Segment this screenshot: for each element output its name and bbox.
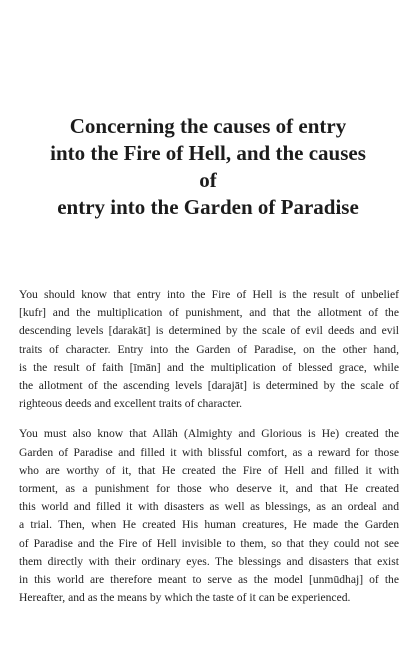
paragraph-1 — [19, 286, 399, 413]
text-line: [kufr] and the multiplication of punishment, and that the allotment of the — [19, 306, 399, 320]
text-line: is the result of faith [īmān] and the multiplication of blessed grace, while — [19, 360, 399, 374]
text-line: Garden of Paradise and filled it with blissful comfort, as a reward for those — [19, 445, 399, 459]
text-line: of Paradise and the Fire of Hell invisible to them, so that they could not see — [19, 536, 399, 550]
paragraph-2 — [19, 425, 399, 607]
text-line: who are worthy of it, that He created the Fire of Hell and filled it with — [19, 463, 399, 477]
text-line: You should know that entry into the Fire of Hell is the result of unbelief — [19, 288, 399, 301]
text-line: Hereafter, and as the means by which the taste of it can be experienced. — [19, 591, 351, 605]
text-line: the allotment of the ascending levels [darajāt] is determined by the scale of — [19, 379, 399, 393]
text-line: descending levels [darakāt] is determined by the scale of evil deeds and evil — [19, 324, 399, 338]
text-line: torment, as a punishment for those who deserve it, and that He created — [19, 482, 399, 496]
text-line: them directly with their ordinary eyes. The blessings and disasters that exist — [19, 554, 399, 568]
text-line: in this world are therefore meant to serve as the model [unmūdhaj] of the — [19, 573, 399, 587]
text-line: a trial. Then, when He created His human creatures, He made the Garden — [19, 518, 399, 532]
title-line: Concerning the causes of entry — [69, 114, 347, 138]
title-line: into the Fire of Hell, and the causes of — [50, 141, 366, 192]
body-text — [19, 286, 399, 607]
title-line: entry into the Garden of Paradise — [57, 195, 359, 219]
chapter-title — [40, 113, 376, 221]
text-line: traits of character. Entry into the Garden of Paradise, on the other hand, — [19, 342, 399, 356]
text-line: You must also know that Allāh (Almighty and Glorious is He) created the — [19, 427, 399, 441]
text-line: righteous deeds and excellent traits of character. — [19, 397, 243, 411]
text-line: this world and filled it with disasters as well as blessings, as an ordeal and — [19, 500, 399, 514]
